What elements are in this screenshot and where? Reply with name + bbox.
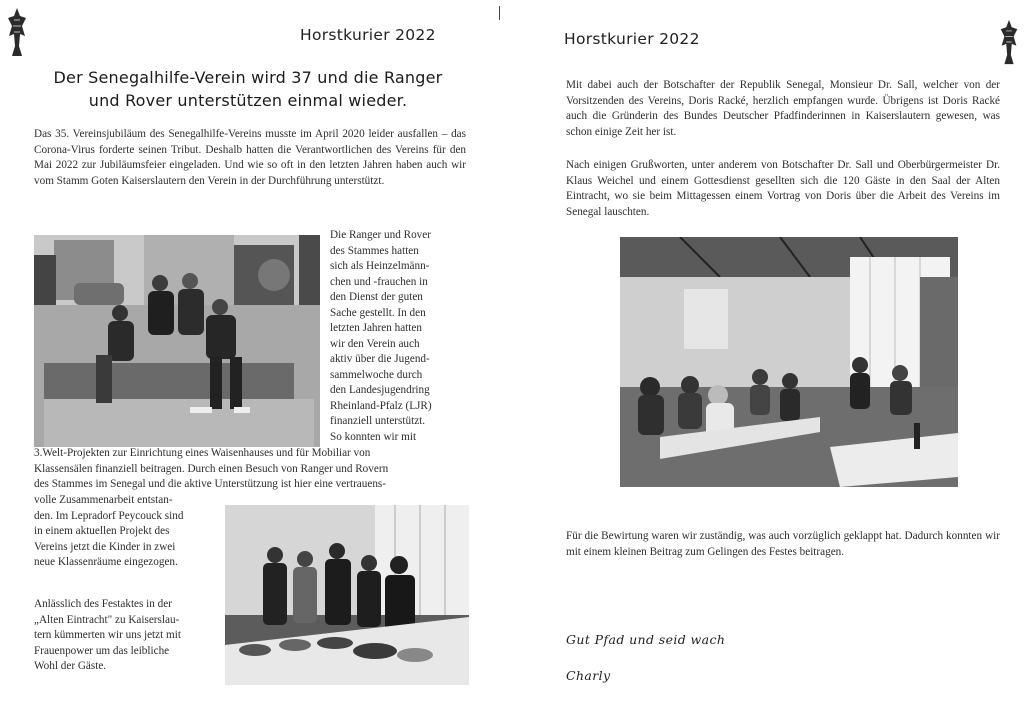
left-page	[0, 0, 492, 701]
lower-column-text-2	[34, 597, 216, 675]
text-line: Sache gestellt. In den	[330, 306, 426, 319]
text-line: den. Im Lepradorf Peycouck sind	[34, 509, 184, 522]
text-line: tern kümmerten wir uns jetzt mit	[34, 629, 181, 641]
text-line: Frauenpower um das leibliche	[34, 644, 170, 657]
headline-line-2: und Rover unterstützen einmal wieder.	[88, 91, 408, 110]
right-page	[508, 0, 1024, 701]
text-line: volle Zusammenarbeit entstan-	[34, 494, 173, 506]
text-line: sich als Heinzelmänn-	[330, 260, 430, 272]
lower-column-text	[34, 493, 226, 571]
intro-paragraph: Das 35. Vereinsjubiläum des Senegalhilfe-Vereins musste im April 2020 leider ausfallen – das Corona-Virus forderte seinen Tribut. Deshalb hatten die Verantwortlichen des Vereins für den Mai 2022 zur Jubiläumsfeier eingeladen. Und wie so oft in den letzten Jahren haben auch wir vom Stamm Goten Kaiserslautern den Verein in der Durchführung unterstützt.	[34, 128, 466, 187]
text-line: den Landesjugendring	[330, 384, 430, 396]
headline-line-1: Der Senegalhilfe-Verein wird 37 und die Ranger	[53, 68, 443, 87]
scout-emblem-icon	[998, 18, 1020, 66]
text-line: „Alten Eintracht" zu Kaiserslau-	[34, 613, 180, 626]
text-line: aktiv über die Jugend-	[330, 353, 430, 365]
text-line: chen und -frauchen in	[330, 275, 428, 288]
author-signature: Charly	[566, 668, 611, 683]
text-line: Vereins jetzt die Kinder in zwei	[34, 540, 176, 553]
side-column-text	[330, 228, 470, 445]
scout-emblem-icon	[6, 6, 28, 58]
text-line: Klassensälen finanziell beitragen. Durch einen Besuch von Ranger und Rovern	[34, 462, 389, 475]
paragraph-ambassador: Mit dabei auch der Botschafter der Republik Senegal, Monsieur Dr. Sall, welcher von der Vorsitzenden des Vereins, Doris Racké, herzlich empfangen wurde. Übrigens ist Doris Racké auch die Gründerin des Bundes Deutscher Pfadfinderinnen in Kaiserslautern gewesen, was schon einige Zeit her ist.	[566, 79, 1000, 138]
text-line: neue Klassenräume eingezogen.	[34, 556, 178, 568]
text-line: in einem aktuellen Projekt des	[34, 525, 170, 537]
text-line: Wohl der Gäste.	[34, 660, 107, 672]
paragraph-greetings: Nach einigen Grußworten, unter anderem von Botschafter Dr. Sall und Oberbürgermeister Dr. Klaus Weichel und einem Gottesdienst gesellten sich die 120 Gäste in den Saal der Alten Eintracht, wo sie beim Mittagessen einem Vortrag von Doris über die Arbeit des Vereins im Senegal lauschten.	[566, 159, 1000, 218]
center-mark	[499, 6, 500, 20]
photo-kitchen-crew	[225, 505, 469, 685]
text-line: wir den Verein auch	[330, 337, 420, 350]
page-header: Horstkurier 2022	[300, 26, 436, 44]
text-line: des Stammes im Senegal und die aktive Unterstützung ist hier eine vertrauens-	[34, 478, 387, 490]
photo-group-outdoors	[34, 235, 320, 447]
closing-greeting: Gut Pfad und seid wach	[566, 632, 726, 647]
article-headline	[24, 66, 472, 112]
full-width-text	[34, 446, 474, 493]
text-line: Die Ranger und Rover	[330, 229, 431, 241]
paragraph-catering: Für die Bewirtung waren wir zuständig, was auch vorzüglich geklappt hat. Dadurch konnten wir mit einem kleinen Beitrag zum Gelingen des Festes beitragen.	[566, 530, 1000, 558]
text-line: des Stammes hatten	[330, 244, 419, 257]
text-line: Rheinland-Pfalz (LJR)	[330, 399, 432, 412]
page-header: Horstkurier 2022	[564, 30, 700, 48]
photo-festival-hall	[620, 237, 958, 487]
text-line: finanziell unterstützt.	[330, 415, 426, 427]
text-line: Anlässlich des Festaktes in der	[34, 598, 172, 610]
text-line: 3.Welt-Projekten zur Einrichtung eines Waisenhauses und für Mobiliar von	[34, 447, 371, 459]
text-line: den Dienst der guten	[330, 291, 423, 303]
text-line: So konnten wir mit	[330, 430, 417, 443]
text-line: sammelwoche durch	[330, 368, 423, 381]
text-line: letzten Jahren hatten	[330, 322, 422, 334]
